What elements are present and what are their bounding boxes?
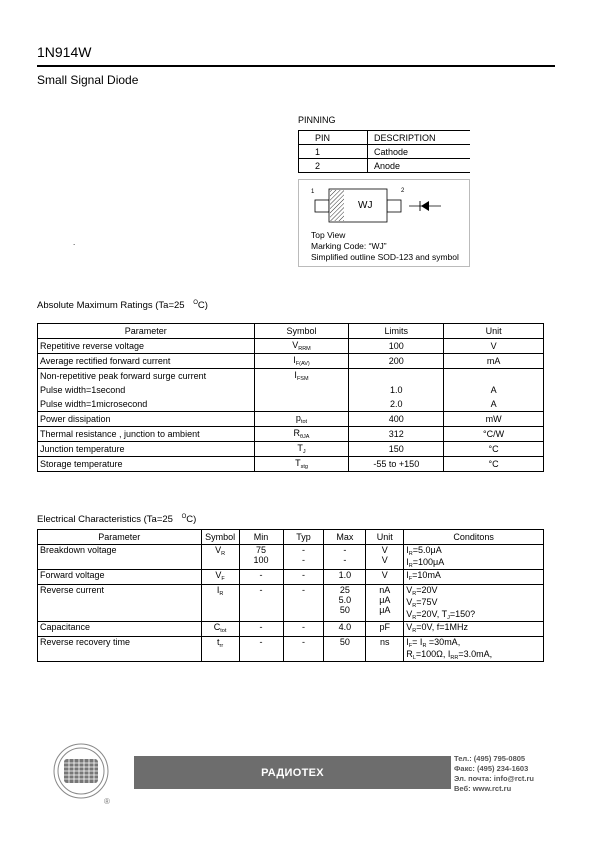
col-header: Max: [324, 530, 366, 545]
diode-symbol: [421, 201, 429, 211]
electrical-table: [37, 529, 544, 662]
pinning-row: [299, 145, 471, 159]
document-title: 1N914W: [37, 44, 92, 60]
symbol-cell: [254, 457, 349, 472]
cathode-band: [330, 190, 344, 221]
min-cell: 75 100: [239, 545, 283, 570]
table-header-row: [38, 324, 544, 339]
table-row: [38, 397, 544, 412]
param-cell: Pulse width=1second: [38, 383, 255, 397]
pin-description: Anode: [368, 159, 471, 173]
condition-cell: $I_F=10mA$: [404, 570, 544, 585]
typ-cell: -: [283, 622, 324, 637]
col-header: Min: [239, 530, 283, 545]
pin-number: 2: [299, 159, 368, 173]
package-caption-line: Top View: [311, 230, 346, 240]
col-header: Unit: [444, 324, 544, 339]
limit-cell: 150: [349, 442, 444, 457]
unit-cell: nA μA μA: [366, 585, 404, 622]
max-cell: 25 5.0 50: [324, 585, 366, 622]
min-cell: -: [239, 637, 283, 662]
symbol-cell: [254, 354, 349, 369]
max-cell: - -: [324, 545, 366, 570]
unit-cell: mW: [444, 412, 544, 427]
col-header: Symbol: [254, 324, 349, 339]
min-cell: -: [239, 570, 283, 585]
symbol: $V_{RRM}$: [292, 340, 311, 352]
pin-number: 1: [299, 145, 368, 159]
symbol-cell: [254, 383, 349, 397]
unit-cell: A: [444, 397, 544, 412]
param-cell: Reverse recovery time: [38, 637, 202, 662]
col-header: Unit: [366, 530, 404, 545]
registered-mark: ®: [104, 797, 110, 806]
symbol-cell: [201, 622, 239, 637]
limit-cell: [349, 369, 444, 384]
limit-cell: -55 to +150: [349, 457, 444, 472]
unit-cell: V: [366, 570, 404, 585]
param-cell: Non-repetitive peak forward surge current: [38, 369, 255, 384]
param-cell: Breakdown voltage: [38, 545, 202, 570]
col-header: Symbol: [201, 530, 239, 545]
unit-cell: [444, 369, 544, 384]
table-row: [38, 637, 544, 662]
limit-cell: 400: [349, 412, 444, 427]
table-row: [38, 545, 544, 570]
contact-web[interactable]: Веб: www.rct.ru: [454, 784, 512, 793]
col-header: Parameter: [38, 530, 202, 545]
pinning-title: PINNING: [298, 115, 336, 125]
symbol-cell: [254, 397, 349, 412]
marking-label: WJ: [358, 200, 373, 211]
symbol: $p_{tot}$: [295, 413, 308, 425]
elec-title: Electrical Characteristics (Ta=25 $^O$C): [37, 514, 197, 526]
col-header: Typ: [283, 530, 324, 545]
symbol-cell: [201, 545, 239, 570]
description-header: DESCRIPTION: [368, 131, 471, 145]
max-cell: 50: [324, 637, 366, 662]
min-cell: -: [239, 622, 283, 637]
contact-phone: Тел.: (495) 795-0805: [454, 754, 526, 763]
footer-brand: РАДИОТЕХ: [261, 766, 324, 779]
symbol: $C_{tot}$: [213, 622, 227, 634]
table-row: [38, 427, 544, 442]
unit-cell: ns: [366, 637, 404, 662]
symbol: $V_F$: [215, 570, 225, 582]
footer-contact: [454, 754, 534, 794]
pin2-label: 2: [401, 188, 405, 194]
symbol-cell: [254, 427, 349, 442]
symbol: $I_{FSM}$: [294, 370, 309, 382]
contact-fax: Факс: (495) 234-1603: [454, 764, 529, 773]
symbol-cell: [201, 585, 239, 622]
package-outline-box: [298, 179, 470, 267]
table-row: [38, 339, 544, 354]
table-row: [38, 383, 544, 397]
title-rule: [37, 65, 555, 67]
unit-cell: °C: [444, 442, 544, 457]
symbol: $V_R$: [215, 545, 226, 557]
table-row: [38, 570, 544, 585]
param-cell: Repetitive reverse voltage: [38, 339, 255, 354]
param-cell: Capacitance: [38, 622, 202, 637]
condition-cell: $I_F= I_R =30mA$, $R_L=100\Omega$, $I_{RR}=3.0mA$,: [404, 637, 544, 662]
pinning-row: [299, 159, 471, 173]
symbol: $t_{rr}$: [217, 637, 224, 649]
typ-cell: -: [283, 637, 324, 662]
symbol-cell: [254, 369, 349, 384]
pin1-label: 1: [311, 189, 315, 195]
param-cell: Forward voltage: [38, 570, 202, 585]
pinning-table: [298, 130, 470, 173]
limit-cell: 312: [349, 427, 444, 442]
electrical-body: [38, 545, 544, 662]
typ-cell: -: [283, 585, 324, 622]
abs-max-title: Absolute Maximum Ratings (Ta=25 $^O$C): [37, 300, 208, 312]
typ-cell: -: [283, 570, 324, 585]
symbol: $I_R$: [216, 585, 224, 597]
symbol: $T_{stg}$: [295, 458, 308, 470]
param-cell: Thermal resistance , junction to ambient: [38, 427, 255, 442]
symbol-cell: [254, 339, 349, 354]
symbol-cell: [254, 412, 349, 427]
limit-cell: 2.0: [349, 397, 444, 412]
unit-cell: °C: [444, 457, 544, 472]
unit-cell: °C/W: [444, 427, 544, 442]
package-caption-line: Marking Code: “WJ”: [311, 241, 387, 251]
param-cell: Power dissipation: [38, 412, 255, 427]
condition-cell: $V_R=0V$, f=1MHz: [404, 622, 544, 637]
condition-cell: $I_R=5.0\mu A$ $I_R=100\mu A$: [404, 545, 544, 570]
document-subtitle: Small Signal Diode: [37, 73, 139, 87]
limit-cell: 200: [349, 354, 444, 369]
param-cell: Reverse current: [38, 585, 202, 622]
abs-max-body: [38, 339, 544, 472]
table-row: [38, 369, 544, 384]
table-header-row: [38, 530, 544, 545]
typ-cell: - -: [283, 545, 324, 570]
condition-cell: $V_R=20V$ $V_R=75V$ $V_R=20V$, $T_J=150$?: [404, 585, 544, 622]
max-cell: 4.0: [324, 622, 366, 637]
max-cell: 1.0: [324, 570, 366, 585]
sod123-outline-diagram: [299, 180, 469, 230]
symbol: $I_{F(AV)}$: [293, 355, 310, 367]
symbol-cell: [254, 442, 349, 457]
symbol: $T_J$: [297, 443, 306, 455]
col-header: Parameter: [38, 324, 255, 339]
symbol-cell: [201, 637, 239, 662]
param-cell: Average rectified forward current: [38, 354, 255, 369]
limit-cell: 100: [349, 339, 444, 354]
col-header: Limits: [349, 324, 444, 339]
unit-cell: V: [444, 339, 544, 354]
param-cell: Junction temperature: [38, 442, 255, 457]
package-caption-line: Simplified outline SOD-123 and symbol: [311, 252, 459, 262]
pin-description: Cathode: [368, 145, 471, 159]
unit-cell: pF: [366, 622, 404, 637]
symbol-cell: [201, 570, 239, 585]
table-row: [38, 585, 544, 622]
unit-cell: mA: [444, 354, 544, 369]
table-row: [38, 622, 544, 637]
limit-cell: 1.0: [349, 383, 444, 397]
unit-cell: A: [444, 383, 544, 397]
symbol: $R_{\theta JA}$: [293, 428, 310, 440]
abs-max-table: [37, 323, 544, 472]
table-row: [38, 442, 544, 457]
contact-email[interactable]: Эл. почта: info@rct.ru: [454, 774, 535, 783]
unit-cell: V V: [366, 545, 404, 570]
company-logo-seal: [52, 742, 110, 800]
pinning-header-row: [299, 131, 471, 145]
table-row: [38, 457, 544, 472]
table-row: [38, 354, 544, 369]
table-row: [38, 412, 544, 427]
stray-dot: .: [73, 238, 76, 247]
pin-header: PIN: [299, 131, 368, 145]
param-cell: Pulse width=1microsecond: [38, 397, 255, 412]
param-cell: Storage temperature: [38, 457, 255, 472]
col-header: Conditons: [404, 530, 544, 545]
min-cell: -: [239, 585, 283, 622]
